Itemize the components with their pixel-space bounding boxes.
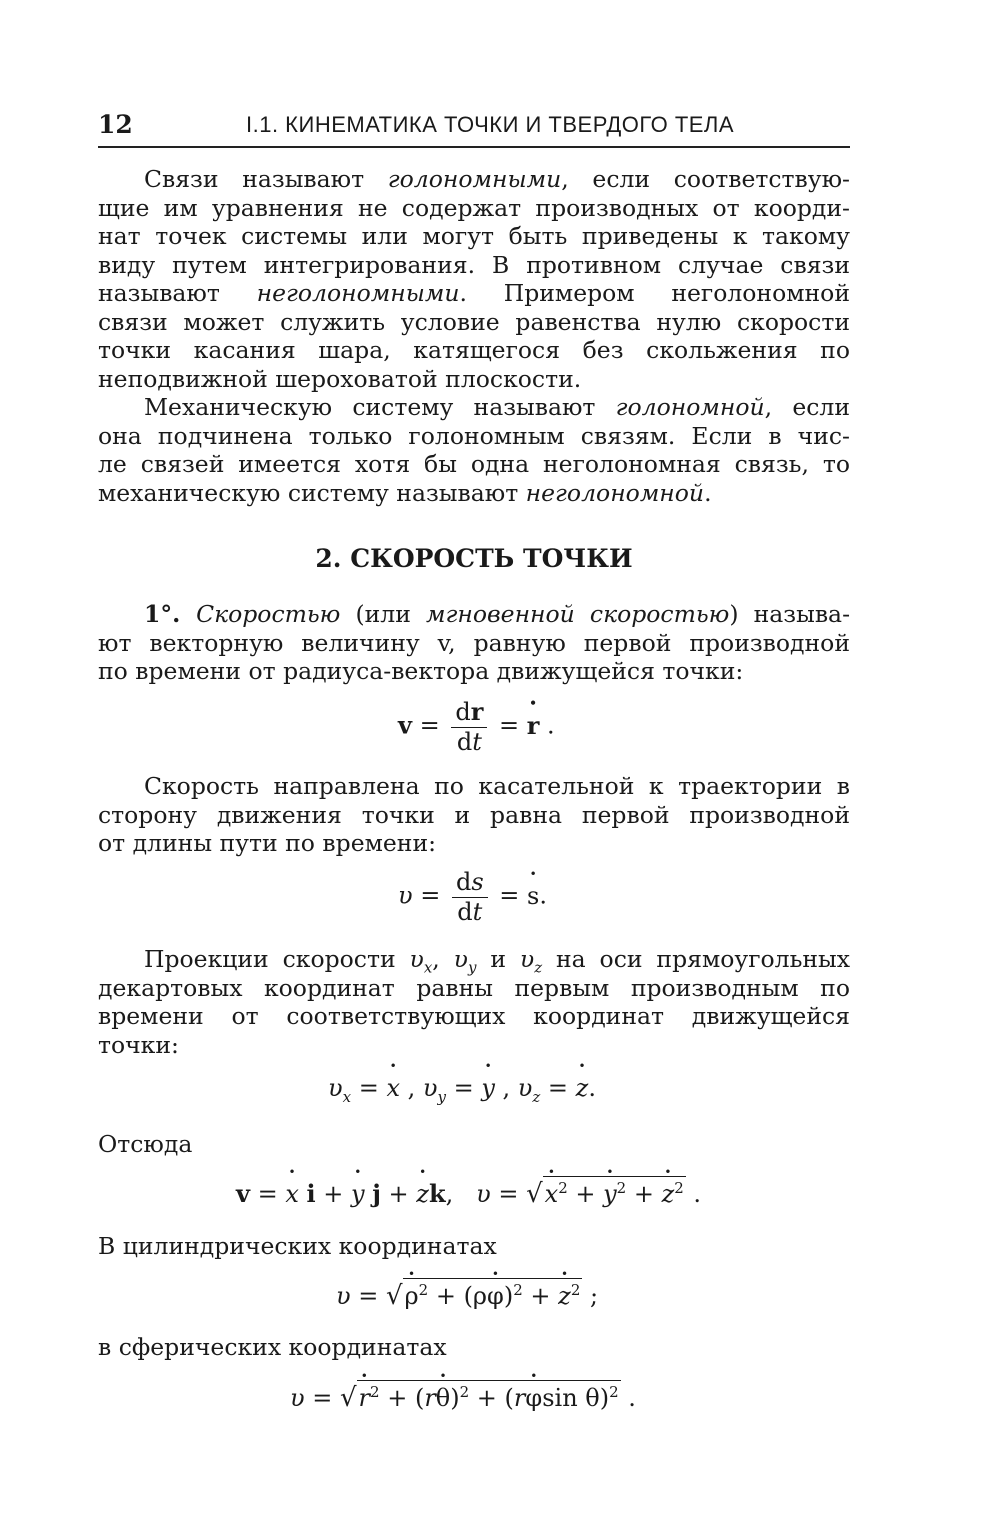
- formula-velocity-projections: $\upsilon_x = x$ • , $\upsilon_y = y$ • , $\upsilon_z = z$ •.: [328, 1074, 596, 1106]
- page-number: 12: [98, 110, 133, 139]
- formula-velocity-cartesian: v = x • i + y • j + z •k, υ = √x •$^2$ + y •$^2$ + z •$^2$ .: [236, 1176, 701, 1209]
- formula-velocity-vector: v = $\frac{dr}{dt}$ = r • .: [398, 698, 555, 756]
- paragraph-holonomic-system: Механическую систему называют голономной, если она подчинена только голономным связям. Если в чис- ле связей имеется хотя бы одна неголономная связь, то механическую систему называют неголономной.: [98, 393, 850, 507]
- formula-velocity-spherical: υ = √r •$^2$ + (rθ •)$^2$ + (rφ •sin θ)$^2$ .: [290, 1380, 636, 1413]
- page-header: [98, 106, 850, 148]
- paragraph-velocity-direction: Скорость направлена по касательной к траектории в сторону движения точки и равна первой производной от длины пути по времени:: [98, 772, 850, 857]
- paragraph-holonomic-constraints: Связи называют голономными, если соответствую- щие им уравнения не содержат производных от коорди- нат точек системы или могут быть приведены к такому виду путем интегрирования. В противном случае связи называют неголономными. Примером неголономной связи может служить условие равенства нулю скорости точки касания шара, катящегося без скольжения по неподвижной шероховатой плоскости.: [98, 165, 850, 393]
- text-hence: Отсюда: [98, 1130, 193, 1158]
- paragraph-velocity-definition: 1°. Скоростью (или мгновенной скоростью) называ- ют векторную величину v, равную первой производной по времени от радиуса-вектора движущейся точки:: [98, 600, 851, 685]
- text-cylindrical: В цилиндрических координатах: [98, 1232, 497, 1260]
- running-title: I.1. КИНЕМАТИКА ТОЧКИ И ТВЕРДОГО ТЕЛА: [246, 112, 735, 137]
- formula-speed-path: υ = $\frac{ds}{dt}$ = s •.: [398, 868, 547, 926]
- section-heading: 2. СКОРОСТЬ ТОЧКИ: [315, 544, 633, 573]
- text-spherical: в сферических координатах: [98, 1333, 447, 1361]
- formula-velocity-cylindrical: υ = √ρ •$^2$ + (ρφ •)$^2$ + z •$^2$ ;: [336, 1278, 598, 1311]
- paragraph-velocity-projections: Проекции скорости $\upsilon_x$, $\upsilon_y$ и $\upsilon_z$ на оси прямоугольных декартовых координат равны первым производным по времени от соответствующих координат движущейся точки:: [98, 945, 850, 1059]
